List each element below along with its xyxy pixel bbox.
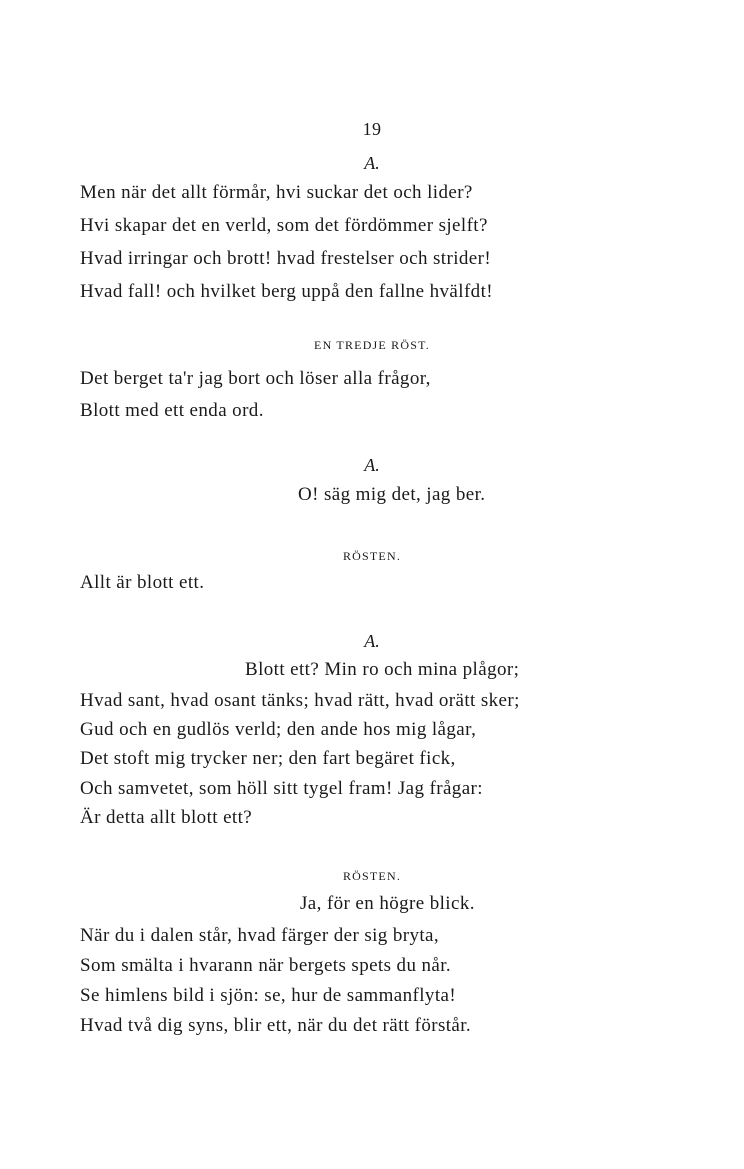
verse-line: Men när det allt förmår, hvi suckar det och lider? bbox=[80, 182, 473, 203]
verse-line: Hvi skapar det en verld, som det fördömmer sjelft? bbox=[80, 215, 488, 236]
speaker-rosten: RÖSTEN. bbox=[342, 869, 402, 883]
verse-line: Och samvetet, som höll sitt tygel fram! Jag frågar: bbox=[80, 778, 483, 799]
verse-line: Gud och en gudlös verld; den ande hos mig lågar, bbox=[80, 719, 477, 740]
page-number: 19 bbox=[362, 119, 382, 139]
speaker-a: A. bbox=[364, 631, 380, 651]
verse-line: O! säg mig det, jag ber. bbox=[298, 484, 486, 505]
speaker-a: A. bbox=[364, 455, 380, 475]
speaker-a: A. bbox=[364, 153, 380, 173]
verse-line: Hvad fall! och hvilket berg uppå den fallne hvälfdt! bbox=[80, 281, 493, 302]
speaker-tredje-rost: EN TREDJE RÖST. bbox=[314, 338, 430, 352]
verse-line: Hvad sant, hvad osant tänks; hvad rätt, hvad orätt sker; bbox=[80, 690, 520, 711]
verse-line: Det stoft mig trycker ner; den fart begäret fick, bbox=[80, 748, 456, 769]
verse-line: Är detta allt blott ett? bbox=[80, 807, 253, 828]
speaker-rosten: RÖSTEN. bbox=[342, 549, 402, 563]
verse-line: Se himlens bild i sjön: se, hur de sammanflyta! bbox=[80, 985, 457, 1006]
verse-line: Som smälta i hvarann när bergets spets du når. bbox=[80, 955, 452, 976]
verse-line: Det berget ta'r jag bort och löser alla frågor, bbox=[80, 368, 431, 389]
verse-line: Hvad irringar och brott! hvad frestelser och strider! bbox=[80, 248, 492, 269]
verse-line: Allt är blott ett. bbox=[80, 572, 205, 593]
verse-line: Blott ett? Min ro och mina plågor; bbox=[245, 659, 520, 680]
verse-line: Blott med ett enda ord. bbox=[80, 400, 264, 421]
verse-line: När du i dalen står, hvad färger der sig bryta, bbox=[80, 925, 440, 946]
verse-line: Hvad två dig syns, blir ett, när du det rätt förstår. bbox=[80, 1015, 472, 1036]
verse-line: Ja, för en högre blick. bbox=[300, 893, 475, 914]
